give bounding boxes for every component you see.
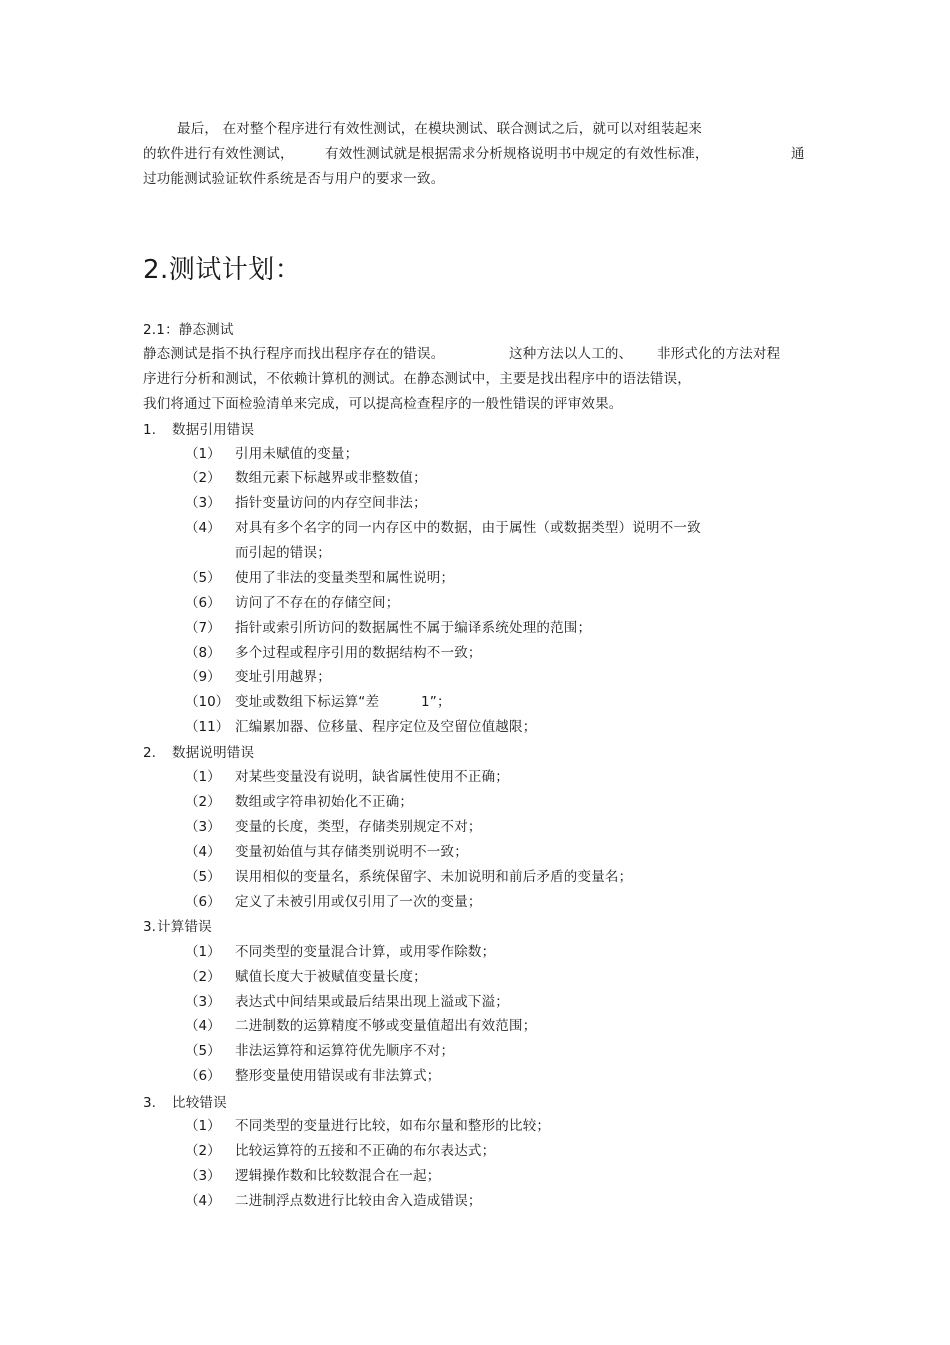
group-4-number: 3.: [143, 1095, 156, 1111]
group-3-number: 3.: [143, 919, 156, 935]
list-item-text: 数组元素下标越界或非整数值；: [235, 470, 427, 486]
list-item-number: （3）: [185, 495, 221, 511]
group-2-title: 数据说明错误: [172, 745, 255, 761]
subsection-para-1a: 静态测试是指不执行程序而找出程序存在的错误。: [143, 346, 445, 362]
list-item-number: （3）: [185, 819, 221, 835]
list-item-text: 汇编累加器、位移量、程序定位及空留位值越限；: [235, 719, 537, 735]
list-item-number: （2）: [185, 1143, 221, 1159]
subsection-para-3: 我们将通过下面检验清单来完成，可以提高检查程序的一般性错误的评审效果。: [143, 396, 623, 412]
list-item-number: （4）: [185, 844, 221, 860]
list-item-number: （4）: [185, 520, 221, 536]
list-item-number: （11）: [185, 719, 230, 735]
list-item-number: （2）: [185, 969, 221, 985]
list-item-text: 引用未赋值的变量；: [235, 446, 359, 462]
intro-line-1: 最后， 在对整个程序进行有效性测试，在模块测试、联合测试之后，就可以对组装起来: [177, 121, 703, 137]
group-1-number: 1.: [143, 422, 156, 438]
list-item-number: （5）: [185, 869, 221, 885]
list-item-number: （7）: [185, 620, 221, 636]
list-item-number: （8）: [185, 645, 221, 661]
list-item-text: 不同类型的变量混合计算，或用零作除数；: [235, 944, 496, 960]
list-item-text: 访问了不存在的存储空间；: [235, 595, 400, 611]
list-item-text: 不同类型的变量进行比较，如布尔量和整形的比较；: [235, 1118, 551, 1134]
list-item-number: （4）: [185, 1193, 221, 1209]
subsection-para-2: 序进行分析和测试，不依赖计算机的测试。在静态测试中，主要是找出程序中的语法错误，: [143, 371, 691, 387]
list-item-text: 变址或数组下标运算“差: [235, 694, 380, 710]
intro-line-3: 过功能测试验证软件系统是否与用户的要求一致。: [143, 171, 445, 187]
group-2-number: 2.: [143, 745, 156, 761]
list-item-text: 整形变量使用错误或有非法算式；: [235, 1068, 441, 1084]
list-item-number: （1）: [185, 446, 221, 462]
intro-line-2b: 有效性测试就是根据需求分析规格说明书中规定的有效性标准，: [325, 146, 709, 162]
list-item-number: （10）: [185, 694, 230, 710]
list-item-number: （1）: [185, 769, 221, 785]
list-item-number: （2）: [185, 794, 221, 810]
subsection-para-1b: 这种方法以人工的、: [509, 346, 633, 362]
list-item-number: （5）: [185, 570, 221, 586]
list-item-number: （2）: [185, 470, 221, 486]
list-item-text: 比较运算符的五接和不正确的布尔表达式；: [235, 1143, 496, 1159]
list-item-text: 非法运算符和运算符优先顺序不对；: [235, 1043, 455, 1059]
list-item-text: 变址引用越界；: [235, 669, 331, 685]
group-3-title: 计算错误: [157, 919, 212, 935]
list-item-number: （1）: [185, 944, 221, 960]
intro-line-2a: 的软件进行有效性测试，: [143, 146, 294, 162]
list-item-text: 误用相似的变量名，系统保留字、未加说明和前后矛盾的变量名；: [235, 869, 633, 885]
group-1-title: 数据引用错误: [172, 422, 255, 438]
list-item-number: （3）: [185, 1168, 221, 1184]
intro-line-2c: 通: [791, 146, 805, 162]
section-heading: 2.测试计划：: [143, 255, 302, 285]
list-item-number: （5）: [185, 1043, 221, 1059]
list-item-text: 对具有多个名字的同一内存区中的数据，由于属性（或数据类型）说明不一致: [235, 520, 701, 536]
group-4-title: 比较错误: [172, 1095, 227, 1111]
list-item-text: 二进制数的运算精度不够或变量值超出有效范围；: [235, 1018, 537, 1034]
list-item-number: （6）: [185, 894, 221, 910]
list-item-text: 赋值长度大于被赋值变量长度；: [235, 969, 427, 985]
list-item-text: 指针或索引所访问的数据属性不属于编译系统处理的范围；: [235, 620, 592, 636]
list-item-number: （3）: [185, 994, 221, 1010]
list-item-number: （1）: [185, 1118, 221, 1134]
list-item-number: （9）: [185, 669, 221, 685]
list-item-text: 变量初始值与其存储类别说明不一致；: [235, 844, 468, 860]
list-item-text: 数组或字符串初始化不正确；: [235, 794, 414, 810]
list-item-number: （6）: [185, 595, 221, 611]
list-item-text: 二进制浮点数进行比较由舍入造成错误；: [235, 1193, 482, 1209]
subsection-title: 2.1：静态测试: [143, 322, 234, 338]
list-item-number: （4）: [185, 1018, 221, 1034]
list-item-text: 表达式中间结果或最后结果出现上溢或下溢；: [235, 994, 509, 1010]
list-item-text: 指针变量访问的内存空间非法；: [235, 495, 427, 511]
list-item-text: 逻辑操作数和比较数混合在一起；: [235, 1168, 441, 1184]
list-item-number: （6）: [185, 1068, 221, 1084]
subsection-para-1c: 非形式化的方法对程: [657, 346, 781, 362]
list-item-text: 变量的长度，类型，存储类别规定不对；: [235, 819, 482, 835]
list-item-text: 使用了非法的变量类型和属性说明；: [235, 570, 455, 586]
list-item-text: 多个过程或程序引用的数据结构不一致；: [235, 645, 482, 661]
list-item-text: 对某些变量没有说明，缺省属性使用不正确；: [235, 769, 509, 785]
list-item-text-tail: 1”；: [421, 694, 451, 710]
list-item-continuation: 而引起的错误；: [235, 545, 331, 561]
list-item-text: 定义了未被引用或仅引用了一次的变量；: [235, 894, 482, 910]
